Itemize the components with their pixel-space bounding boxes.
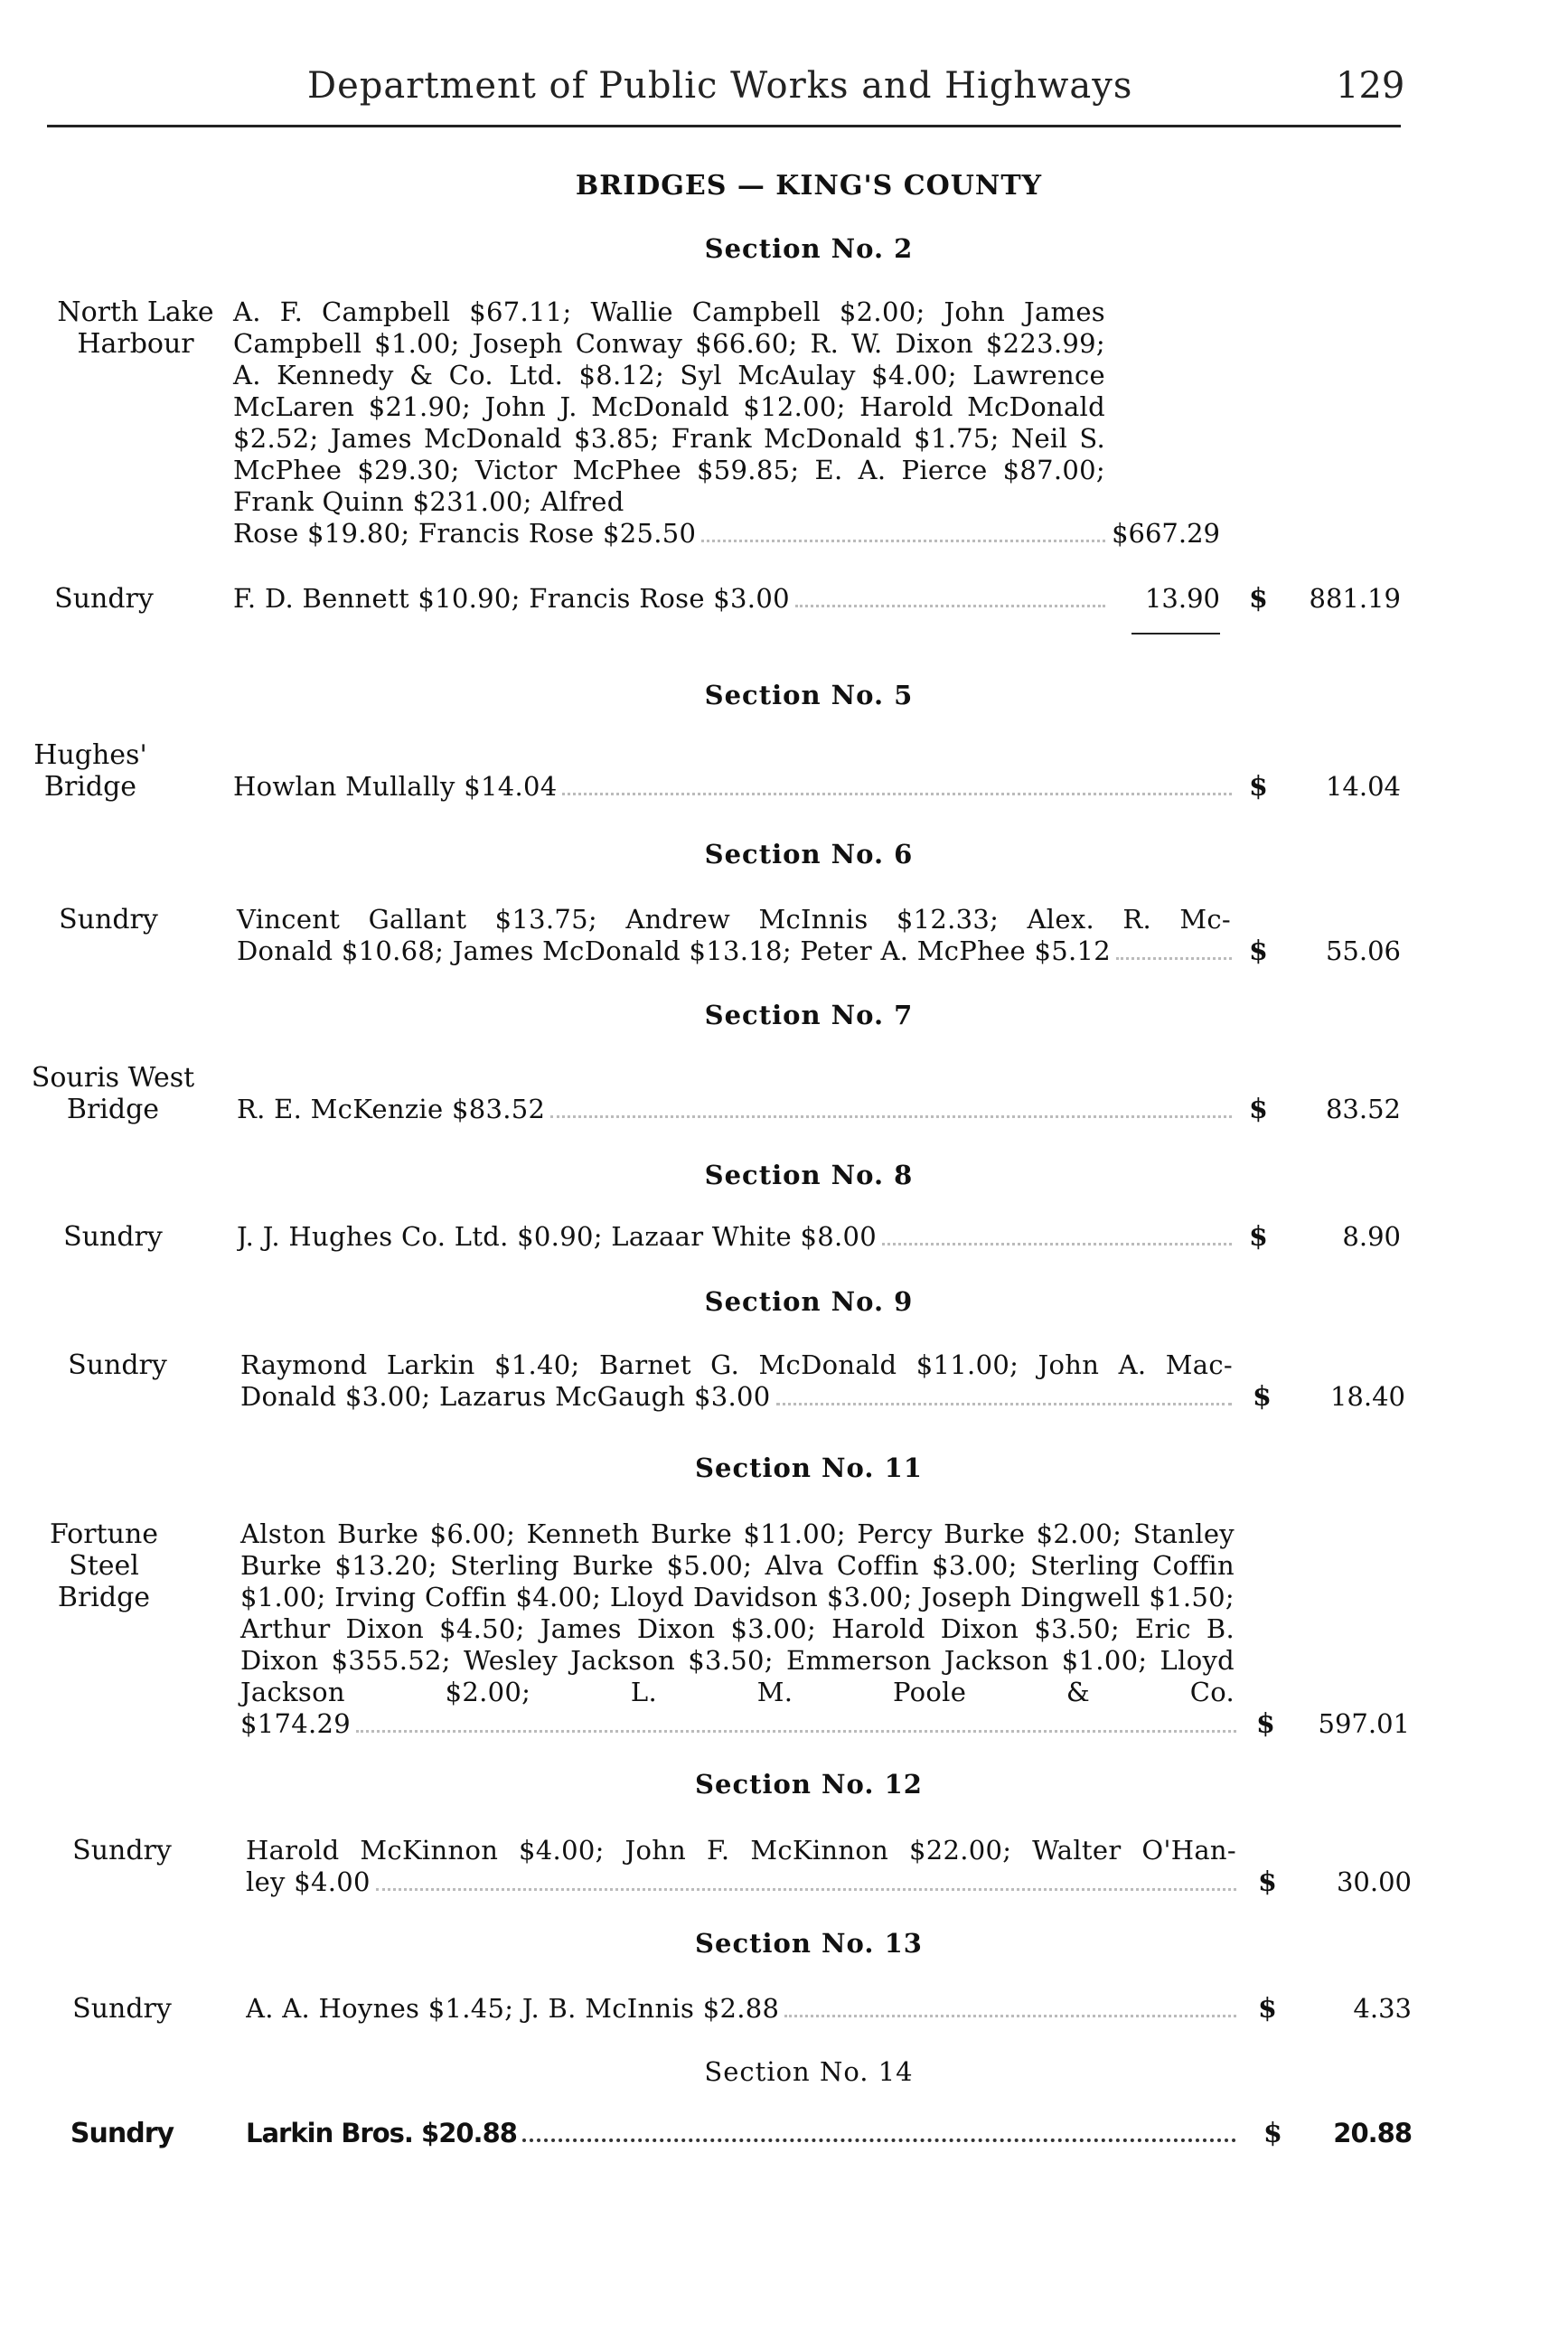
entry-last-line: [233, 771, 1232, 803]
entry-last-line: [237, 1221, 1232, 1253]
entry-location: Souris West Bridge: [31, 1062, 195, 1125]
section-heading: Section No. 6: [704, 839, 914, 870]
dollar-sign: $: [1263, 2118, 1282, 2149]
section-heading: Section No. 9: [704, 1286, 914, 1317]
dollar-sign: $: [1249, 1094, 1268, 1125]
entry-last-line: [246, 1866, 1236, 1898]
entry-last-line-text: J. J. Hughes Co. Ltd. $0.90; Lazaar White $8.00: [237, 1221, 877, 1252]
section-total: 55.06: [1325, 935, 1401, 966]
section-heading: Section No. 8: [704, 1160, 914, 1190]
entry-location: Fortune Steel Bridge: [49, 1518, 159, 1613]
entry-location: Sundry: [72, 1993, 172, 2025]
entry-last-line-text: Howlan Mullally $14.04: [233, 771, 558, 802]
entry-payees: Alston Burke $6.00; Kenneth Burke $11.00; Percy Burke $2.00; Stanley Burke $13.20; Sterling Burke $5.00; Alva Coffin $3.00; Sterling Coffin $1.00; Irving Coffin $4.00; Lloyd Davidson $3.00; Joseph Dingwell $1.50; Arthur Dixon $4.50; James Dixon $3.00; Harold Dixon $3.50; Eric B. Dixon $355.52; Wesley Jackson $3.50; Emmerson Jackson $1.00; Lloyd Jackson $2.00; L. M. Poole & Co.: [240, 1518, 1235, 1707]
dot-leader: [701, 539, 1105, 542]
entry-payees: A. F. Campbell $67.11; Wallie Campbell $2.00; John James Campbell $1.00; Joseph Conway $66.60; R. W. Dixon $223.99; A. Kennedy & Co. Ltd. $8.12; Syl McAulay $4.00; Lawrence McLaren $21.90; John J. McDonald $12.00; Harold McDonald $2.52; James McDonald $3.85; Frank McDonald $1.75; Neil S. McPhee $29.30; Victor McPhee $59.85; E. A. Pierce $87.00; Frank Quinn $231.00; Alfred: [233, 296, 1105, 517]
section-total: 597.01: [1318, 1708, 1410, 1739]
entry-location: Sundry: [59, 904, 158, 935]
dot-leader: [562, 792, 1232, 795]
entry-last-line-text: A. A. Hoynes $1.45; J. B. McInnis $2.88: [246, 1993, 780, 2024]
entry-last-line-text: $174.29: [240, 1708, 352, 1739]
section-heading: Section No. 11: [695, 1452, 923, 1483]
dollar-sign: $: [1256, 1708, 1275, 1740]
entry-location: Hughes' Bridge: [33, 739, 147, 803]
entry-payees: Raymond Larkin $1.40; Barnet G. McDonald $11.00; John A. Mac-: [240, 1349, 1233, 1380]
section-heading: Section No. 2: [704, 233, 914, 264]
entry-last-line: [233, 583, 1105, 615]
running-header-title: Department of Public Works and Highways: [307, 65, 1133, 107]
section-heading: Section No. 7: [704, 1000, 914, 1030]
entry-payees: Vincent Gallant $13.75; Andrew McInnis $12.33; Alex. R. Mc-: [237, 904, 1231, 935]
header-rule: [47, 125, 1401, 127]
entry-subtotal: $667.29: [1112, 518, 1220, 549]
entry-last-line: [240, 1381, 1232, 1413]
dot-leader: [795, 604, 1105, 607]
entry-last-line-text: Rose $19.80; Francis Rose $25.50: [233, 518, 697, 549]
dot-leader: [376, 1887, 1236, 1891]
county-title: BRIDGES — KING'S COUNTY: [575, 170, 1043, 202]
entry-last-line-text: R. E. McKenzie $83.52: [237, 1094, 546, 1124]
dot-leader: [784, 2014, 1236, 2017]
section-heading: Section No. 12: [695, 1769, 923, 1800]
entry-last-line: [237, 1094, 1232, 1125]
section-heading: Section No. 13: [695, 1928, 923, 1959]
dot-leader: [1116, 956, 1232, 960]
page-number: 129: [1336, 65, 1405, 107]
dollar-sign: $: [1249, 583, 1268, 615]
dot-leader: [550, 1114, 1232, 1118]
entry-location: Sundry: [68, 1349, 167, 1381]
section-total: 8.90: [1342, 1221, 1401, 1252]
entry-location: Sundry: [54, 583, 154, 615]
section-total: 30.00: [1336, 1866, 1412, 1897]
dot-leader: [356, 1729, 1236, 1733]
entry-last-line-text: Donald $10.68; James McDonald $13.18; Peter A. McPhee $5.12: [237, 935, 1112, 966]
entry-last-line: [246, 1993, 1236, 2025]
dot-leader: [882, 1242, 1232, 1246]
entry-location: Sundry: [63, 1221, 163, 1253]
entry-last-line: [240, 1708, 1236, 1740]
entry-payees: Harold McKinnon $4.00; John F. McKinnon $22.00; Walter O'Han-: [246, 1835, 1236, 1866]
section-total: 4.33: [1353, 1993, 1412, 2024]
section-total: 881.19: [1309, 583, 1401, 614]
entry-last-line: [237, 935, 1232, 967]
section-total: 83.52: [1325, 1094, 1401, 1124]
entry-last-line-text: ley $4.00: [246, 1866, 371, 1897]
entry-last-line: [233, 518, 1105, 550]
section-heading: Section No. 5: [704, 680, 914, 710]
dollar-sign: $: [1253, 1381, 1272, 1413]
dollar-sign: $: [1249, 1221, 1268, 1253]
dollar-sign: $: [1249, 771, 1268, 803]
dollar-sign: $: [1249, 935, 1268, 967]
section-total: 18.40: [1329, 1381, 1405, 1412]
dollar-sign: $: [1258, 1866, 1277, 1898]
entry-subtotal: 13.90: [1144, 583, 1220, 614]
section-total: 14.04: [1325, 771, 1401, 802]
entry-location: North Lake Harbour: [57, 296, 214, 360]
dollar-sign: $: [1258, 1993, 1277, 2025]
dot-leader: [776, 1402, 1232, 1405]
section-heading: Section No. 14: [704, 2056, 914, 2087]
entry-location: Sundry: [70, 2118, 174, 2149]
entry-last-line-text: F. D. Bennett $10.90; Francis Rose $3.00: [233, 583, 790, 614]
entry-location: Sundry: [72, 1835, 172, 1866]
section-total: 20.88: [1333, 2118, 1412, 2148]
entry-last-line-text: Donald $3.00; Lazarus McGaugh $3.00: [240, 1381, 771, 1412]
subtotal-rule: [1131, 633, 1220, 634]
entry-last-line: [246, 2118, 1236, 2149]
entry-last-line-text: Larkin Bros. $20.88: [246, 2118, 517, 2148]
dot-leader: [522, 2138, 1236, 2142]
